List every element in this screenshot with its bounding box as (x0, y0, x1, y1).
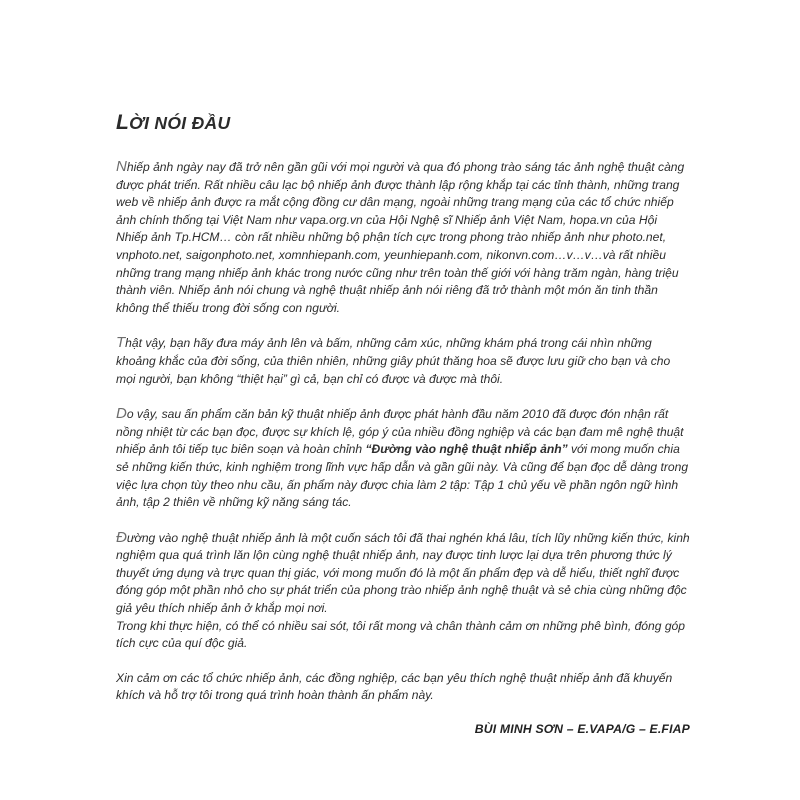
paragraph-4-first-letter: Đ (116, 528, 127, 546)
paragraph-3-text-after: với mong muốn chia sẻ những kiến thức, kinh nghiệm trong lĩnh vực hấp dẫn và gần gũi này. Và cũng để bạn đọc dễ dàng trong việc lựa chọn tùy theo nhu cầu, ấn phẩm này được chia làm 2 tập: Tập 1 chủ yếu về phần ngôn ngữ hình ảnh, tập 2 thiên về những kỹ năng sáng tác. (116, 442, 689, 510)
paragraph-4-text: ường vào nghệ thuật nhiếp ảnh là một cuốn sách tôi đã thai nghén khá lâu, tích lũy những kiến thức, kinh nghiệm qua quá trình lăn lộn cùng nghệ thuật nhiếp ảnh, nay được tinh lược lại dựa trên phương thức lý thuyết ứng dụng và trực quan thị giác, với mong muốn đó là một ấn phẩm đẹp và dễ hiểu, thiết nghĩ được đóng góp một phần nhỏ cho sự phát triển của phong trào nhiếp ảnh nghệ thuật và sẻ chia cùng những độc giả yêu thích nhiếp ảnh ở khắp mọi nơi. (116, 530, 690, 616)
page-title (116, 108, 690, 138)
paragraph-5: Trong khi thực hiện, có thể có nhiều sai sót, tôi rất mong và chân thành cảm ơn những phê bình, đóng góp tích cực của quí độc giả. (116, 618, 686, 651)
paragraph-2 (116, 334, 690, 388)
preface-page (116, 108, 690, 736)
paragraph-3 (116, 405, 690, 512)
paragraph-6: Xin cảm ơn các tổ chức nhiếp ảnh, các đồng nghiệp, các bạn yêu thích nghệ thuật nhiếp ảnh đã khuyến khích và hỗ trợ tôi trong quá trình hoàn thành ấn phẩm này. (116, 670, 673, 703)
title-rest: ỜI NÓI ĐẦU (129, 113, 231, 133)
paragraph-1 (116, 158, 690, 317)
paragraph-2-text: hật vậy, bạn hãy đưa máy ảnh lên và bấm, những cảm xúc, những khám phá trong cái nhìn những khoảng khắc của đời sống, của thiên nhiên, những giây phút thăng hoa sẽ được lưu giữ cho bạn và cho mọi người, bạn không “thiệt hại” gì cả, bạn chỉ có được và được mà thôi. (116, 336, 671, 386)
paragraph-1-first-letter: N (116, 158, 127, 175)
paragraph-2-first-letter: T (116, 334, 126, 352)
book-title-emphasis: “Đường vào nghệ thuật nhiếp ảnh” (365, 442, 568, 457)
author-signature: BÙI MINH SƠN – E.VAPA/G – E.FIAP (474, 722, 690, 737)
paragraph-1-text: hiếp ảnh ngày nay đã trở nên gần gũi với mọi người và qua đó phong trào sáng tác ảnh nghệ thuật càng được phát triển. Rất nhiều câu lạc bộ nhiếp ảnh được thành lập rộng khắp tại các tỉnh thành, những trang web về nhiếp ảnh được ra mắt cộng đồng cư dân mạng, ngoài những trang mạng của các tổ chức nhiếp ảnh chính thống tại Việt Nam như vapa.org.vn của Hội Nghệ sĩ Nhiếp ảnh Việt Nam, hopa.vn của Hội Nhiếp ảnh Tp.HCM… còn rất nhiều những bộ phận tích cực trong phong trào nhiếp ảnh như photo.net, vnphoto.net, saigonphoto.net, xomnhiepanh.com, yeunhiepanh.com, nikonvn.com…v…v…và rất nhiều những trang mạng nhiếp ảnh khác trong nước cũng như trên toàn thế giới với hàng trăm ngàn, hàng triệu thành viên. Nhiếp ảnh nói chung và nghệ thuật nhiếp ảnh nói riêng đã trở thành một món ăn tinh thần không thể thiếu trong đời sống con người. (116, 160, 685, 315)
paragraph-3-text-before: o vậy, sau ấn phẩm căn bản kỹ thuật nhiếp ảnh được phát hành đầu năm 2010 đã được đón nhận rất nồng nhiệt từ các bạn đọc, được sự khích lệ, góp ý của nhiều đồng nghiệp và các bạn đam mê nghệ thuật nhiếp ảnh tôi tiếp tục biên soạn và hoàn chỉnh (116, 407, 684, 457)
title-first-letter: L (116, 111, 130, 134)
paragraph-3-first-letter: D (116, 405, 127, 423)
paragraph-4 (116, 529, 690, 618)
